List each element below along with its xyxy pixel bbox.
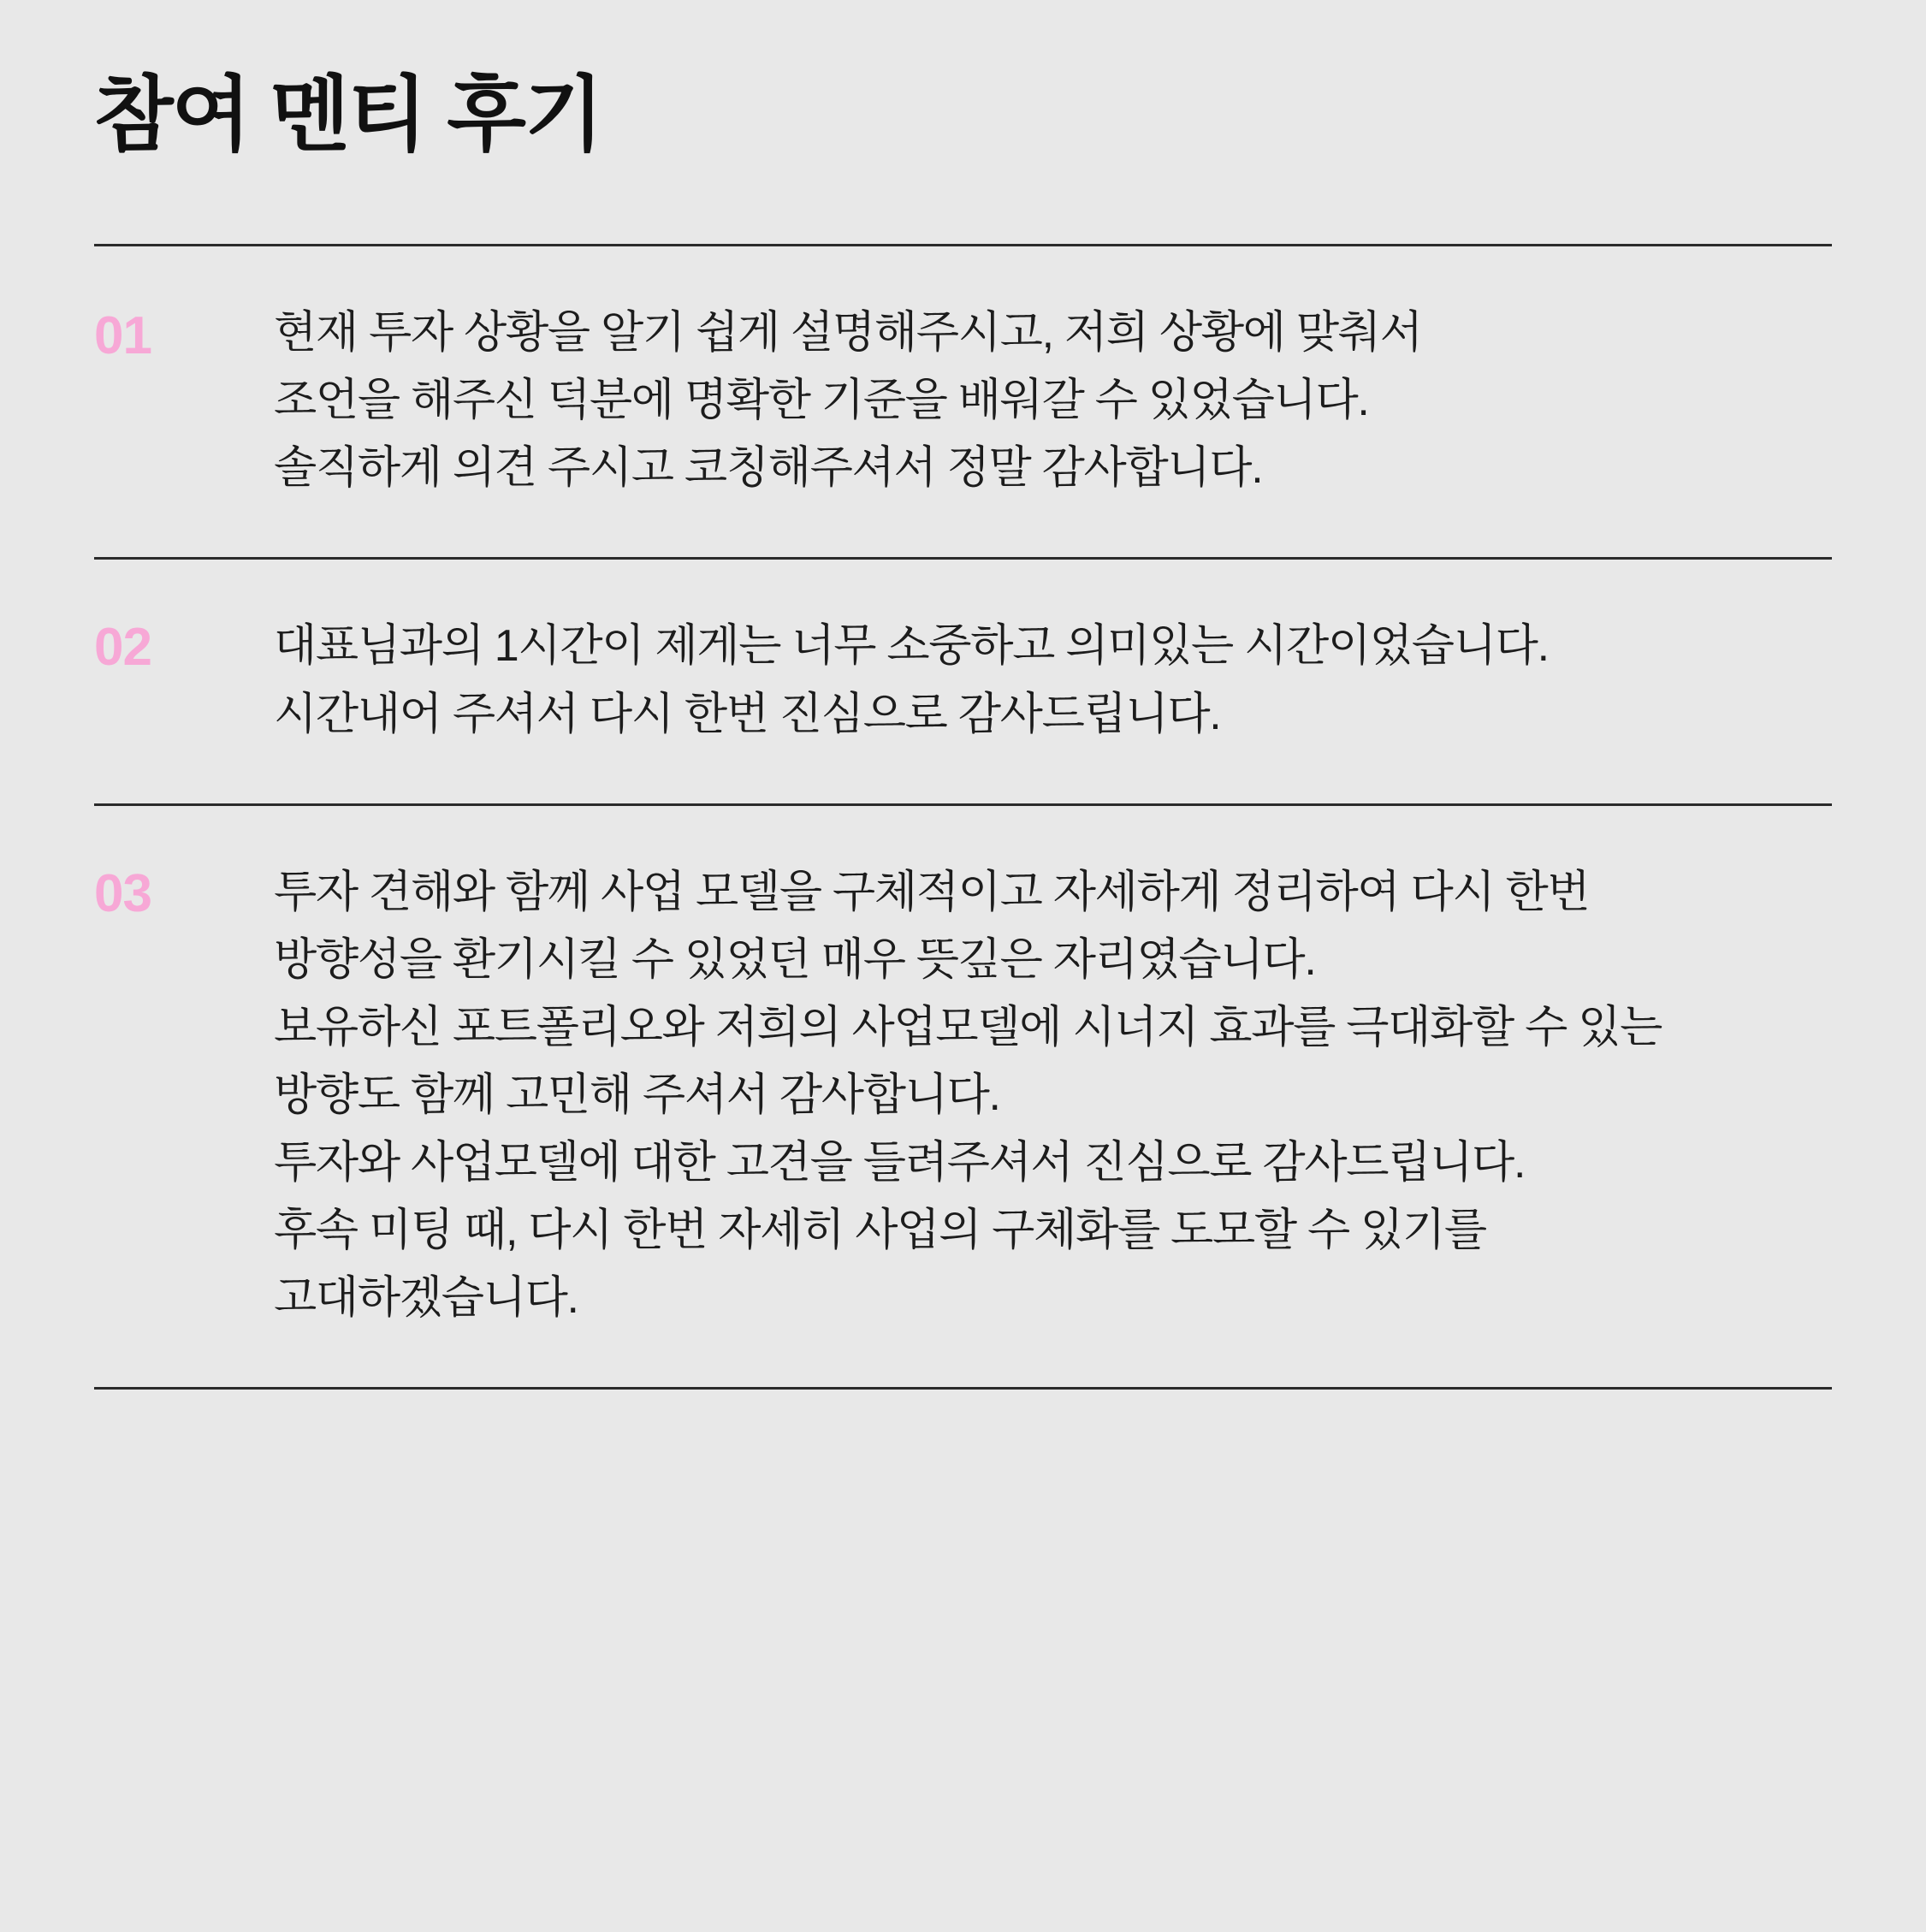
review-line: 방향도 함께 고민해 주셔서 감사합니다. bbox=[274, 1070, 1000, 1120]
review-text bbox=[274, 299, 1832, 502]
review-line: 조언을 해주신 덕분에 명확한 기준을 배워갈 수 있었습니다. bbox=[274, 376, 1369, 426]
review-number: 03 bbox=[94, 863, 151, 923]
review-line: 투자와 사업모델에 대한 고견을 들려주셔서 진심으로 감사드립니다. bbox=[274, 1137, 1526, 1188]
list-item bbox=[94, 246, 1832, 557]
review-line: 고대하겠습니다. bbox=[274, 1272, 578, 1323]
review-line: 현재 투자 상황을 알기 쉽게 설명해주시고, 저희 상황에 맞춰서 bbox=[274, 308, 1422, 359]
review-number: 02 bbox=[94, 618, 151, 678]
review-text bbox=[274, 613, 1832, 748]
review-line: 대표님과의 1시간이 제게는 너무 소중하고 의미있는 시간이었습니다. bbox=[274, 621, 1549, 672]
page-title: 참여 멘티 후기 bbox=[94, 69, 602, 161]
review-line: 솔직하게 의견 주시고 코칭해주셔서 정말 감사합니다. bbox=[274, 443, 1263, 494]
list-item bbox=[94, 560, 1832, 803]
review-number: 01 bbox=[94, 306, 151, 366]
review-text bbox=[274, 859, 1832, 1332]
review-line: 후속 미팅 때, 다시 한번 자세히 사업의 구체화를 도모할 수 있기를 bbox=[274, 1205, 1486, 1255]
review-line: 시간내어 주셔서 다시 한번 진심으로 감사드립니다. bbox=[274, 689, 1221, 739]
review-line: 투자 견해와 함께 사업 모델을 구체적이고 자세하게 정리하여 다시 한번 bbox=[274, 867, 1590, 917]
list-item bbox=[94, 806, 1832, 1387]
review-list bbox=[94, 246, 1832, 1389]
review-line: 방향성을 환기시킬 수 있었던 매우 뜻깊은 자리였습니다. bbox=[274, 934, 1316, 985]
review-line: 보유하신 포트폴리오와 저희의 사업모델에 시너지 효과를 극대화할 수 있는 bbox=[274, 1002, 1662, 1052]
divider-3 bbox=[94, 1387, 1832, 1390]
